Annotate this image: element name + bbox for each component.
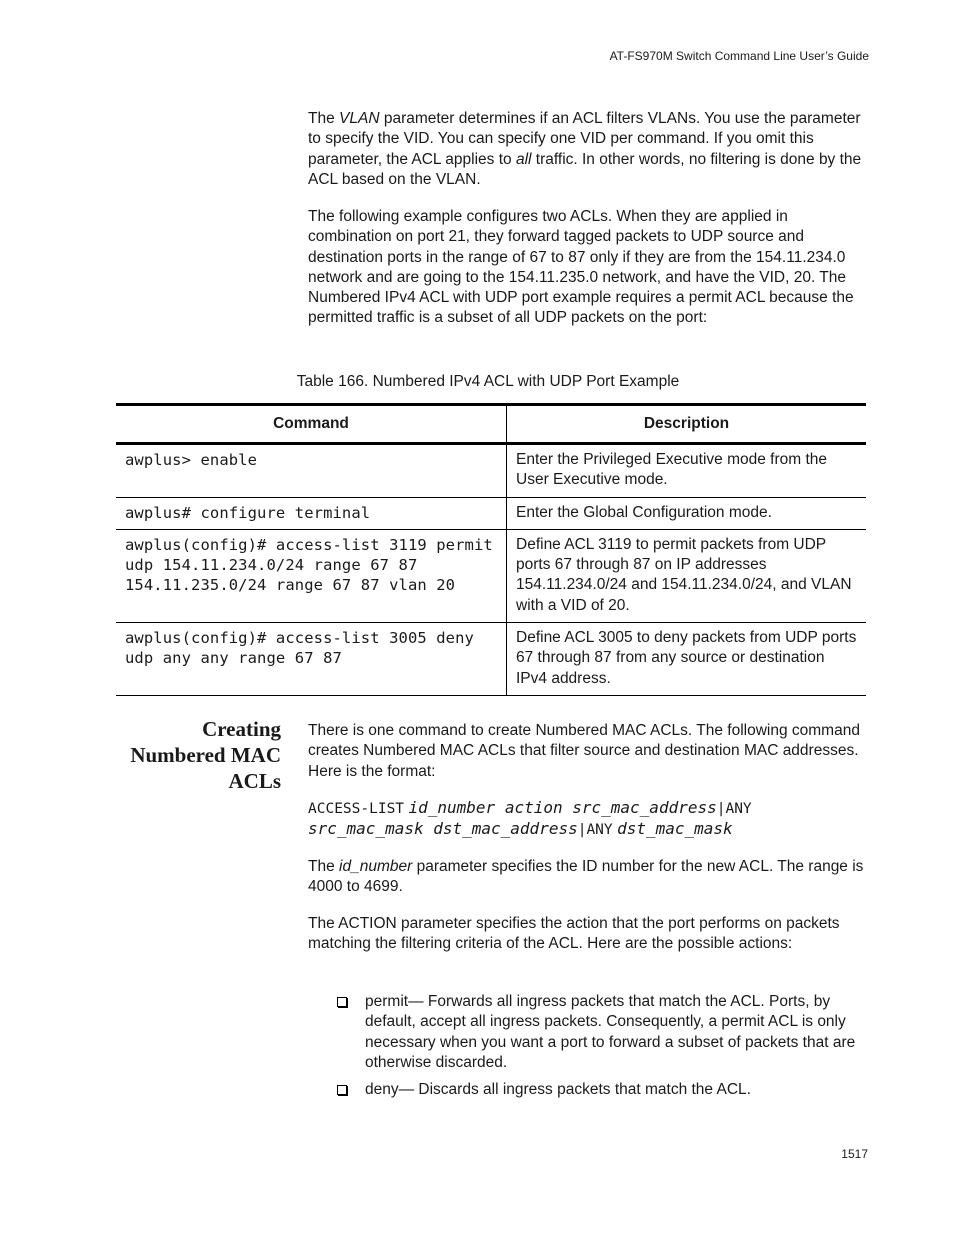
- list-item: permit— Forwards all ingress packets that match the ACL. Ports, by default, accept all ingress packets. Consequently, a permit ACL is only necessary when you want a port to forward a subset of packets that are otherwise discarded.: [337, 992, 872, 1073]
- description-cell: Define ACL 3005 to deny packets from UDP ports 67 through 87 from any source or destination IPv4 address.: [507, 623, 867, 696]
- vlan-parameter-paragraph: The VLAN parameter determines if an ACL filters VLANs. You use the parameter to specify the VID. You can specify one VID per command. If you omit this parameter, the ACL applies to all traffic. In other words, no filtering is done by the ACL based on the VLAN.: [308, 110, 862, 188]
- command-table: [116, 403, 866, 696]
- page-number: 1517: [841, 1147, 868, 1161]
- table-row: [116, 497, 866, 529]
- description-cell: Define ACL 3119 to permit packets from UDP ports 67 through 87 on IP addresses 154.11.234.0/24 and 154.11.234.0/24, and VLAN with a VID of 20.: [507, 529, 867, 622]
- table-row: [116, 623, 866, 696]
- section-heading: Creating Numbered MAC ACLs: [130, 717, 281, 793]
- action-paragraph: The ACTION parameter specifies the action that the port performs on packets matching the filtering criteria of the ACL. Here are the possible actions:: [308, 915, 840, 953]
- command-cell: awplus> enable: [116, 444, 507, 498]
- column-header-command: Command: [116, 405, 507, 444]
- description-cell: Enter the Privileged Executive mode from the User Executive mode.: [507, 444, 867, 498]
- column-header-description: Description: [507, 405, 867, 444]
- table-caption: Table 166. Numbered IPv4 ACL with UDP Port Example: [296, 373, 680, 390]
- description-cell: Enter the Global Configuration mode.: [507, 497, 867, 529]
- list-item: deny— Discards all ingress packets that match the ACL.: [337, 1080, 872, 1100]
- example-intro-paragraph: The following example configures two ACLs. When they are applied in combination on port 21, they forward tagged packets to UDP source and destination ports in the range of 67 to 87 only if they are from the 154.11.234.0 network and are going to the 154.11.235.0 network, and have the VID, 20. The Numbered IPv4 ACL with UDP port example requires a permit ACL because the permitted traffic is a subset of all UDP packets on the port:: [308, 208, 854, 327]
- checkbox-bullet-icon: [337, 997, 347, 1007]
- table-row: [116, 444, 866, 498]
- command-syntax: ACCESS-LIST id_number action src_mac_address|ANY src_mac_mask dst_mac_address|ANY dst_mac_mask: [308, 798, 752, 839]
- command-cell: awplus# configure terminal: [116, 497, 507, 529]
- checkbox-bullet-icon: [337, 1085, 347, 1095]
- command-cell: awplus(config)# access-list 3005 deny udp any any range 67 87: [116, 623, 507, 696]
- running-header: AT-FS970M Switch Command Line User’s Guide: [609, 49, 869, 63]
- table-header-row: [116, 405, 866, 444]
- command-cell: awplus(config)# access-list 3119 permit udp 154.11.234.0/24 range 67 87 154.11.235.0/24 range 67 87 vlan 20: [116, 529, 507, 622]
- id-number-paragraph: The id_number parameter specifies the ID number for the new ACL. The range is 4000 to 4699.: [308, 858, 864, 896]
- mac-acl-intro-paragraph: There is one command to create Numbered MAC ACLs. The following command creates Numbered MAC ACLs that filter source and destination MAC addresses. Here is the format:: [308, 722, 860, 780]
- table-row: [116, 529, 866, 622]
- action-list: [337, 992, 872, 1107]
